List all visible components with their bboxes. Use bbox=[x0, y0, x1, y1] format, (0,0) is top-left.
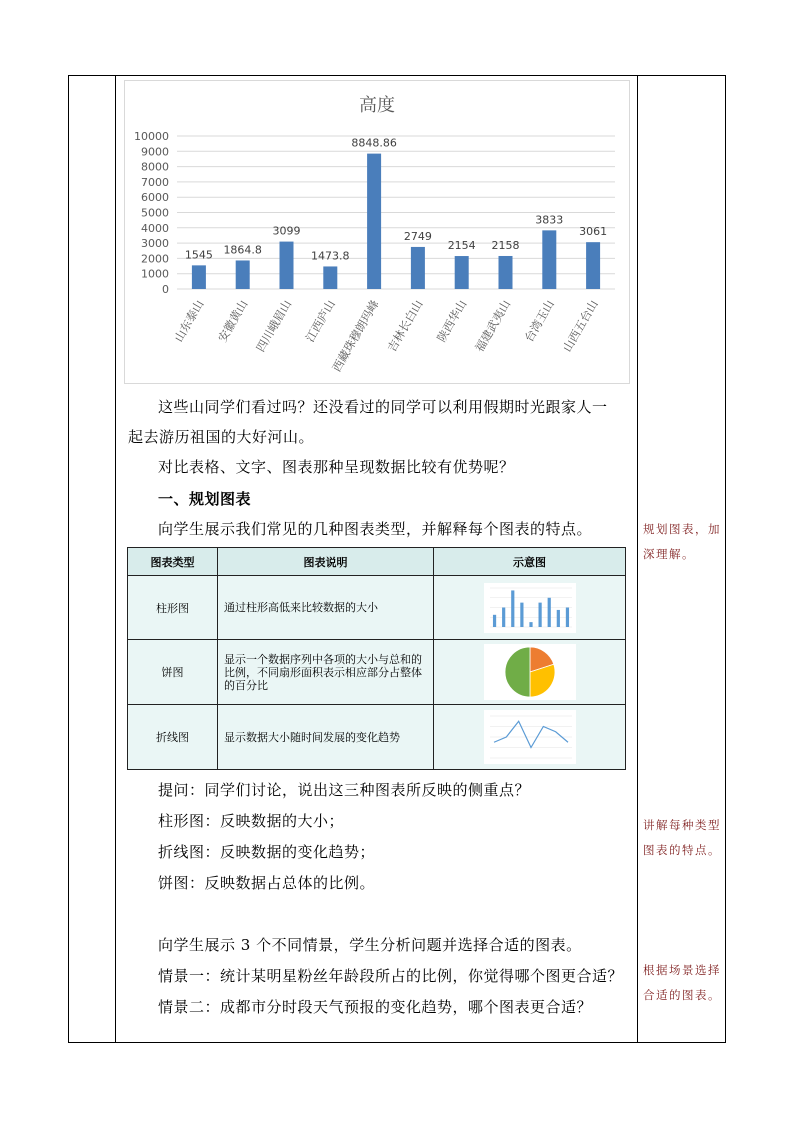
data-label: 1545 bbox=[184, 248, 213, 262]
bar bbox=[323, 266, 337, 289]
data-label: 2154 bbox=[447, 239, 476, 253]
category-label: 陕西华山 bbox=[434, 297, 470, 345]
section-heading: 一、规划图表 bbox=[158, 490, 252, 508]
thumb-bar bbox=[547, 597, 550, 626]
data-label: 2158 bbox=[491, 238, 520, 252]
thumb-bar bbox=[511, 590, 514, 627]
bar bbox=[236, 260, 250, 289]
table-row-line bbox=[128, 705, 626, 770]
thumb-bar bbox=[502, 607, 505, 627]
y-tick-label: 8000 bbox=[141, 160, 169, 174]
frame-left-border bbox=[68, 75, 69, 1043]
bar bbox=[586, 242, 600, 289]
note-explain-types: 讲解每种类型图表的特点。 bbox=[643, 818, 721, 857]
bar bbox=[542, 230, 556, 289]
chart-types-table bbox=[127, 547, 626, 770]
paragraph-intro-line1: 这些山同学们看过吗？还没看过的同学可以利用假期时光跟家人一 bbox=[158, 398, 608, 416]
frame-notes-border bbox=[637, 75, 638, 1043]
header-description: 图表说明 bbox=[218, 548, 434, 576]
bar bbox=[280, 242, 294, 289]
bar bbox=[455, 256, 469, 289]
frame-inner-left-border bbox=[115, 75, 116, 1043]
thumb-bar bbox=[529, 622, 532, 627]
paragraph-show-types: 向学生展示我们常见的几种图表类型，并解释每个图表的特点。 bbox=[158, 520, 593, 538]
data-label: 2749 bbox=[403, 229, 432, 243]
height-bar-chart bbox=[124, 80, 630, 384]
header-type: 图表类型 bbox=[128, 548, 218, 576]
cell-diagram bbox=[434, 576, 626, 640]
category-label: 台湾玉山 bbox=[521, 297, 557, 345]
note-choose-chart: 根据场景选择合适的图表。 bbox=[643, 963, 721, 1002]
data-label: 3099 bbox=[272, 224, 301, 238]
cell-type: 饼图 bbox=[128, 640, 218, 705]
answer-pie: 饼图：反映数据占总体的比例。 bbox=[158, 874, 376, 892]
y-tick-label: 1000 bbox=[141, 267, 169, 281]
data-label: 3833 bbox=[535, 213, 564, 227]
line-chart-thumbnail bbox=[484, 710, 576, 764]
thumb-bar bbox=[520, 602, 523, 626]
table-row-pie bbox=[128, 640, 626, 705]
y-tick-label: 0 bbox=[162, 283, 169, 296]
data-label: 1473.8 bbox=[311, 249, 350, 263]
y-tick-label: 4000 bbox=[141, 221, 169, 235]
pie-chart-thumbnail bbox=[484, 644, 576, 700]
y-tick-label: 10000 bbox=[134, 130, 169, 143]
thumb-bar bbox=[538, 602, 541, 626]
table-header-row bbox=[128, 548, 626, 576]
question-discuss: 提问：同学们讨论，说出这三种图表所反映的侧重点？ bbox=[158, 781, 531, 799]
header-diagram: 示意图 bbox=[434, 548, 626, 576]
data-label: 8848.86 bbox=[351, 136, 397, 150]
data-label: 3061 bbox=[579, 225, 608, 239]
cell-description: 通过柱形高低来比较数据的大小 bbox=[218, 576, 434, 640]
paragraph-intro-line2: 起去游历祖国的大好河山。 bbox=[128, 428, 315, 446]
category-label: 山西五台山 bbox=[559, 297, 601, 355]
bar bbox=[192, 265, 206, 289]
thumb-pie-slice bbox=[505, 647, 530, 697]
category-label: 山东泰山 bbox=[171, 297, 207, 345]
cell-type: 柱形图 bbox=[128, 576, 218, 640]
bar bbox=[367, 154, 381, 289]
scenario-two: 情景二：成都市分时段天气预报的变化趋势，哪个图表更合适？ bbox=[158, 998, 593, 1016]
bar-chart-thumbnail bbox=[484, 583, 576, 633]
y-tick-label: 2000 bbox=[141, 252, 169, 266]
category-label: 江西庐山 bbox=[302, 297, 338, 345]
y-tick-label: 6000 bbox=[141, 191, 169, 205]
cell-type: 折线图 bbox=[128, 705, 218, 770]
table-row-bar bbox=[128, 576, 626, 640]
frame-top-border bbox=[68, 75, 726, 76]
frame-right-border bbox=[725, 75, 726, 1043]
y-tick-label: 7000 bbox=[141, 175, 169, 189]
data-label: 1864.8 bbox=[223, 243, 262, 257]
bar bbox=[499, 256, 513, 289]
paragraph-scenarios: 向学生展示 3 个不同情景，学生分析问题并选择合适的图表。 bbox=[158, 936, 582, 954]
category-label: 四川峨眉山 bbox=[253, 297, 295, 355]
chart-svg bbox=[125, 81, 629, 383]
thumb-bar bbox=[492, 614, 495, 626]
answer-bar: 柱形图：反映数据的大小； bbox=[158, 812, 345, 830]
category-label: 安徽黄山 bbox=[215, 297, 251, 345]
answer-line: 折线图：反映数据的变化趋势； bbox=[158, 843, 376, 861]
note-plan-chart: 规划图表，加深理解。 bbox=[643, 522, 721, 561]
cell-description: 显示一个数据序列中各项的大小与总和的比例，不同扇形面积表示相应部分占整体的百分比 bbox=[218, 640, 434, 705]
category-label: 吉林长白山 bbox=[384, 297, 426, 355]
category-label: 西藏珠穆朗玛峰 bbox=[329, 297, 382, 375]
thumb-bar bbox=[556, 609, 559, 626]
bar bbox=[411, 247, 425, 289]
cell-diagram bbox=[434, 705, 626, 770]
y-tick-label: 3000 bbox=[141, 237, 169, 251]
cell-diagram bbox=[434, 640, 626, 705]
thumb-line-series bbox=[494, 721, 568, 747]
cell-description: 显示数据大小随时间发展的变化趋势 bbox=[218, 705, 434, 770]
chart-title: 高度 bbox=[359, 95, 395, 116]
frame-bottom-border bbox=[68, 1042, 726, 1043]
category-label: 福建武夷山 bbox=[472, 297, 514, 355]
scenario-one: 情景一：统计某明星粉丝年龄段所占的比例，你觉得哪个图更合适？ bbox=[158, 967, 624, 985]
thumb-bar bbox=[565, 607, 568, 627]
y-tick-label: 5000 bbox=[141, 206, 169, 220]
paragraph-compare: 对比表格、文字、图表那种呈现数据比较有优势呢？ bbox=[158, 458, 515, 476]
y-tick-label: 9000 bbox=[141, 145, 169, 159]
